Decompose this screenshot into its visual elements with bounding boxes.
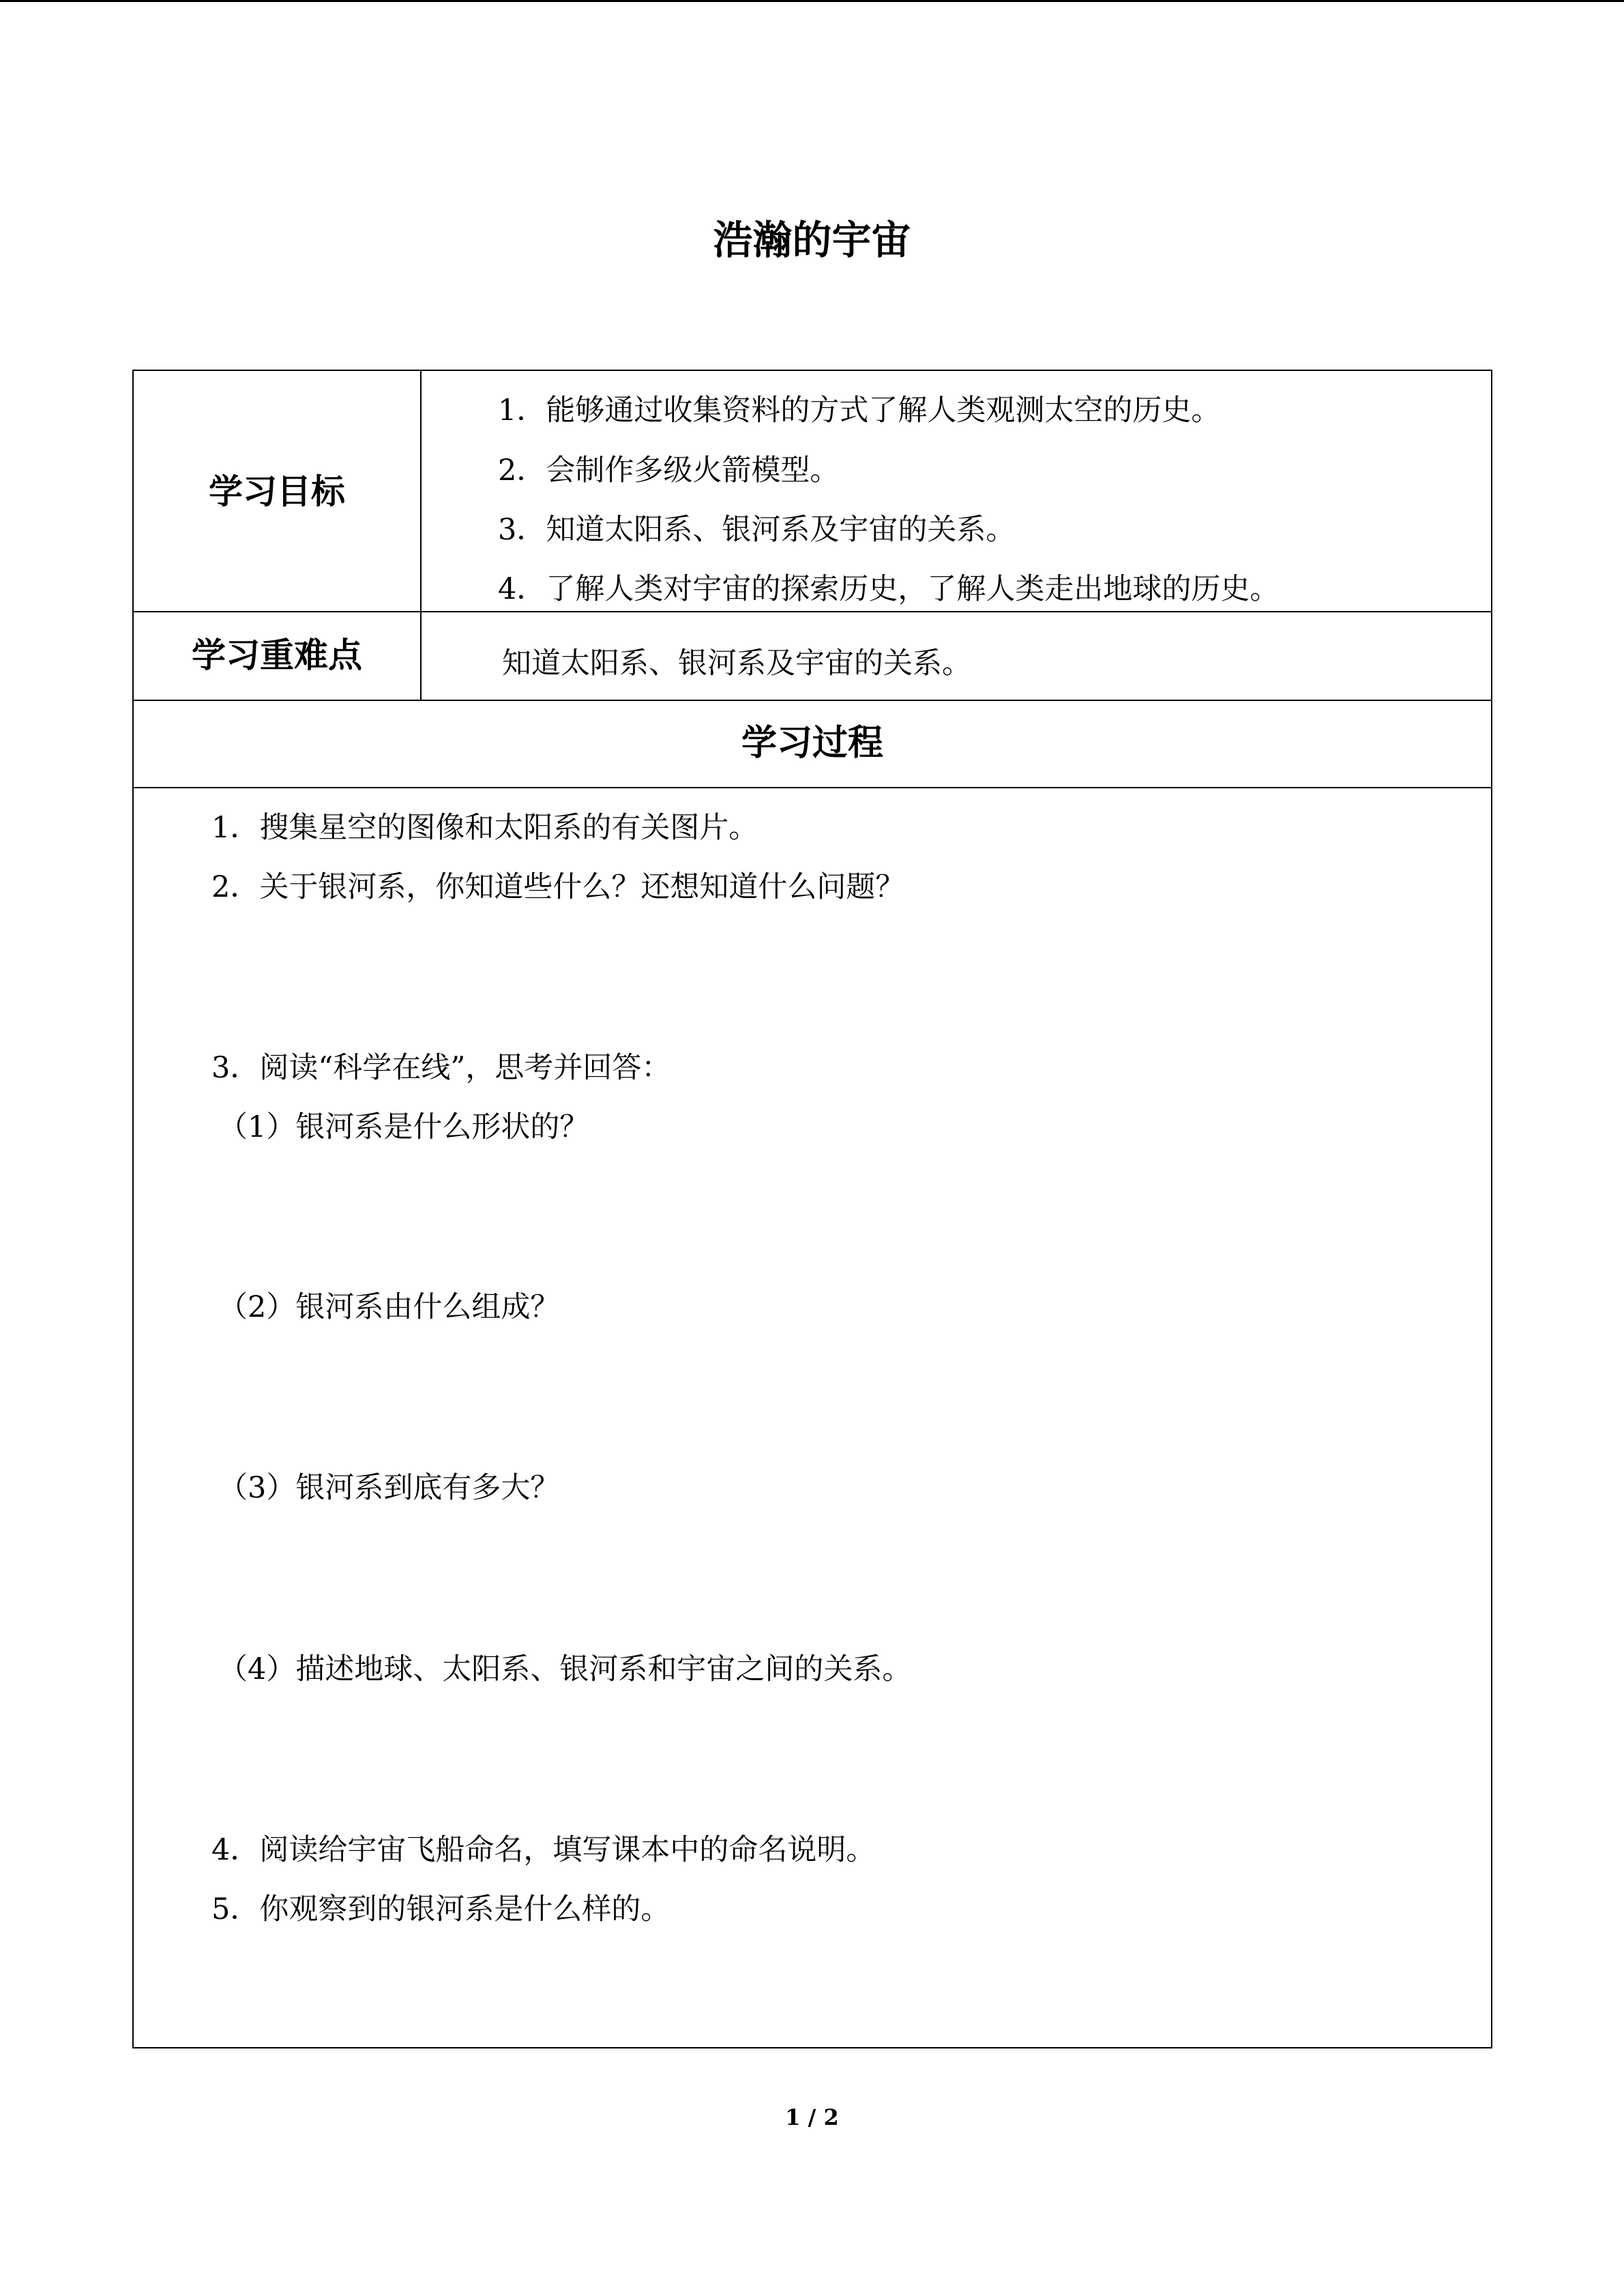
process-subitem: （4）描述地球、太阳系、银河系和宇宙之间的关系。	[218, 1652, 912, 1686]
objective-item: 1．能够通过收集资料的方式了解人类观测太空的历史。	[498, 393, 1221, 428]
column-divider	[420, 371, 422, 700]
objective-item: 2．会制作多级火箭模型。	[498, 453, 840, 488]
row-divider	[134, 611, 1491, 612]
process-item: 1．搜集星空的图像和太阳系的有关图片。	[211, 811, 758, 845]
process-heading: 学习过程	[741, 723, 883, 764]
process-item: 3．阅读“科学在线”，思考并回答：	[211, 1051, 671, 1085]
objective-item: 4．了解人类对宇宙的探索历史，了解人类走出地球的历史。	[498, 572, 1280, 606]
key-points-text: 知道太阳系、银河系及宇宙的关系。	[502, 646, 971, 681]
worksheet-table	[132, 370, 1492, 2048]
objectives-label: 学习目标	[209, 472, 345, 511]
process-subitem: （1）银河系是什么形状的？	[218, 1110, 589, 1144]
process-subitem: （3）银河系到底有多大？	[218, 1471, 560, 1505]
top-border-line	[0, 0, 1624, 2]
row-divider	[134, 787, 1491, 788]
page-title: 浩瀚的宇宙	[713, 217, 911, 263]
page-number: 1 / 2	[785, 2104, 839, 2130]
row-divider	[134, 700, 1491, 701]
key-points-label: 学习重难点	[192, 636, 362, 675]
process-item: 5．你观察到的银河系是什么样的。	[211, 1892, 670, 1926]
process-subitem: （2）银河系由什么组成？	[218, 1290, 560, 1324]
process-item: 4．阅读给宇宙飞船命名，填写课本中的命名说明。	[211, 1833, 876, 1867]
objective-item: 3．知道太阳系、银河系及宇宙的关系。	[498, 513, 1016, 547]
process-item: 2．关于银河系，你知道些什么？还想知道什么问题？	[211, 870, 905, 904]
